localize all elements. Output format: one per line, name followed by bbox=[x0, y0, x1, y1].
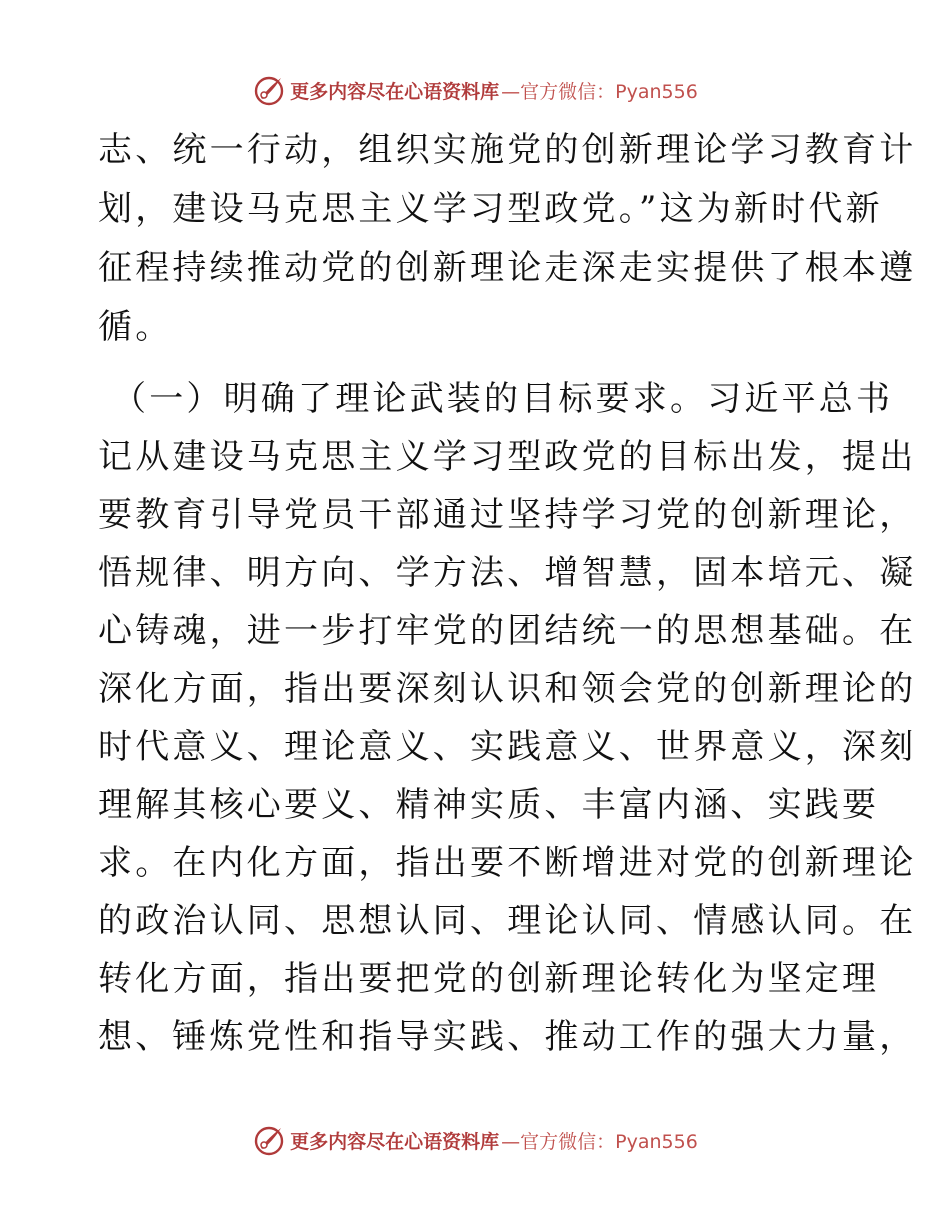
header-banner-contact: —官方微信：Pyan556 bbox=[501, 80, 698, 103]
header-banner bbox=[0, 72, 950, 108]
quill-logo-icon bbox=[252, 1123, 286, 1157]
quill-logo-icon bbox=[252, 73, 286, 107]
text-line: 心铸魂，进一步打牢党的团结统一的思想基础。在 bbox=[98, 611, 917, 651]
text-line: 理解其核心要义、精神实质、丰富内涵、实践要 bbox=[98, 785, 880, 825]
text-line: 要教育引导党员干部通过坚持学习党的创新理论， bbox=[98, 495, 917, 535]
footer-banner bbox=[0, 1122, 950, 1158]
text-line: 的政治认同、思想认同、理论认同、情感认同。在 bbox=[98, 901, 917, 941]
text-line: 征程持续推动党的创新理论走深走实提供了根本遵 bbox=[98, 248, 917, 288]
text-line: 循。 bbox=[98, 307, 173, 347]
footer-banner-contact: —官方微信：Pyan556 bbox=[501, 1130, 698, 1153]
footer-banner-text: 更多内容尽在心语资料库 bbox=[290, 1130, 500, 1153]
text-line: 转化方面，指出要把党的创新理论转化为坚定理 bbox=[98, 959, 880, 999]
text-line: 求。在内化方面，指出要不断增进对党的创新理论 bbox=[98, 843, 917, 883]
text-line: 记从建设马克思主义学习型政党的目标出发，提出 bbox=[98, 437, 917, 477]
text-line: 深化方面，指出要深刻认识和领会党的创新理论的 bbox=[98, 669, 917, 709]
text-line: 志、统一行动，组织实施党的创新理论学习教育计 bbox=[98, 130, 917, 170]
paragraph-start-line: （一）明确了理论武装的目标要求。习近平总书 bbox=[112, 379, 894, 419]
header-banner-text: 更多内容尽在心语资料库 bbox=[290, 80, 500, 103]
text-line: 时代意义、理论意义、实践意义、世界意义，深刻 bbox=[98, 727, 917, 767]
text-line: 划，建设马克思主义学习型政党。”这为新时代新 bbox=[98, 189, 883, 229]
text-line: 悟规律、明方向、学方法、增智慧，固本培元、凝 bbox=[98, 553, 917, 593]
text-line: 想、锤炼党性和指导实践、推动工作的强大力量， bbox=[98, 1017, 917, 1057]
